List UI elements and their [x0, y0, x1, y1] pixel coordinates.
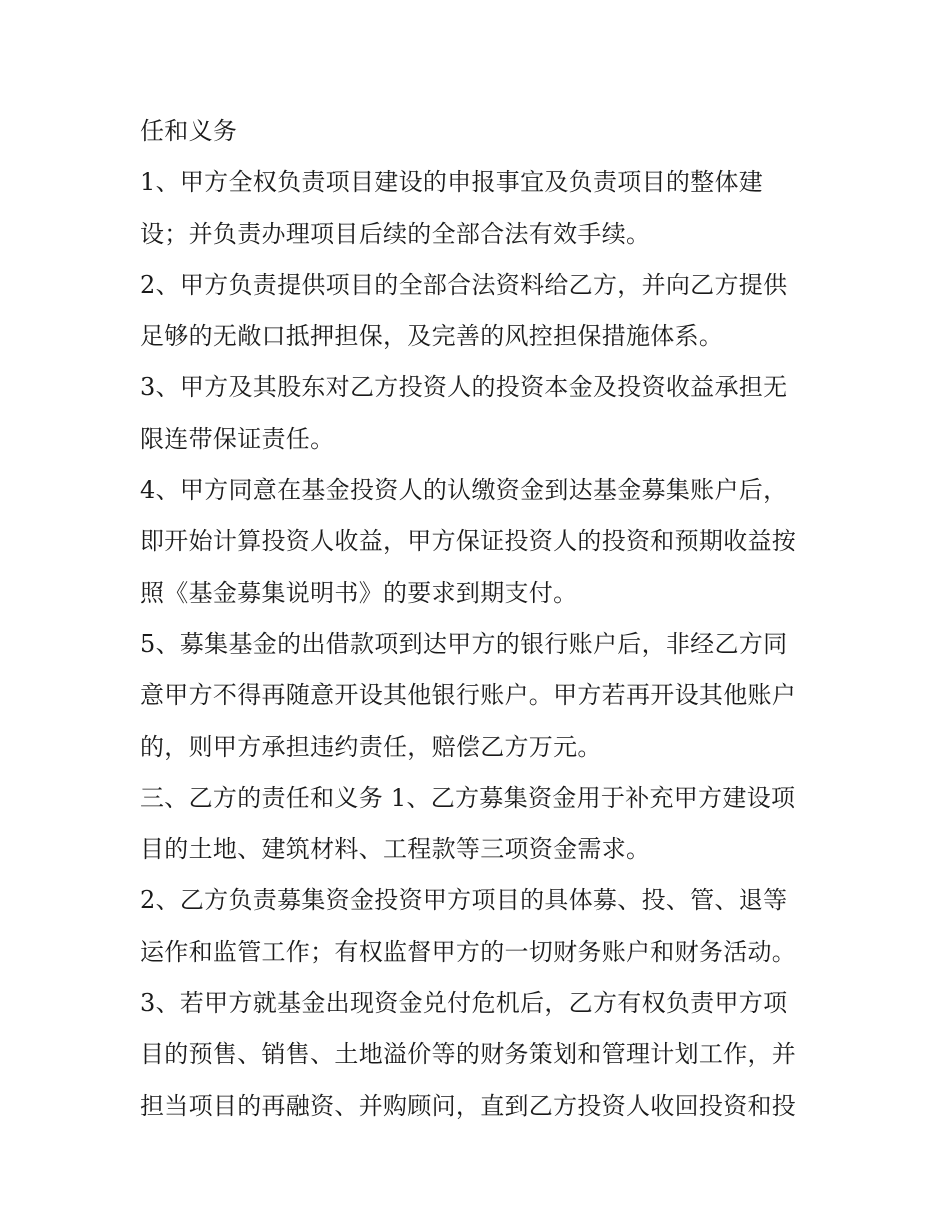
- text-line: 5、募集基金的出借款项到达甲方的银行账户后，非经乙方同: [140, 629, 788, 658]
- text-line: 4、甲方同意在基金投资人的认缴资金到达基金募集账户后，: [140, 476, 788, 505]
- text-line: 目的预售、销售、土地溢价等的财务策划和管理计划工作，并: [140, 1040, 797, 1069]
- text-line: 设；并负责办理项目后续的全部合法有效手续。: [140, 219, 651, 248]
- text-line: 限连带保证责任。: [140, 424, 335, 453]
- text-line: 3、甲方及其股东对乙方投资人的投资本金及投资收益承担无: [140, 373, 788, 402]
- text-line: 即开始计算投资人收益，甲方保证投资人的投资和预期收益按: [140, 527, 797, 556]
- text-line: 3、若甲方就基金出现资金兑付危机后，乙方有权负责甲方项: [140, 989, 788, 1018]
- text-line: 2、乙方负责募集资金投资甲方项目的具体募、投、管、退等: [140, 886, 788, 915]
- text-line: 照《基金募集说明书》的要求到期支付。: [140, 578, 578, 607]
- text-line: 担当项目的再融资、并购顾问，直到乙方投资人收回投资和投: [140, 1091, 797, 1120]
- text-line: 任和义务: [140, 117, 238, 145]
- text-line: 1、甲方全权负责项目建设的申报事宜及负责项目的整体建: [140, 168, 764, 197]
- text-line: 意甲方不得再随意开设其他银行账户。甲方若再开设其他账户: [140, 681, 797, 710]
- text-line: 三、乙方的责任和义务 1、乙方募集资金用于补充甲方建设项: [140, 783, 796, 812]
- text-line: 2、甲方负责提供项目的全部合法资料给乙方，并向乙方提供: [140, 270, 788, 299]
- text-line: 的，则甲方承担违约责任，赔偿乙方万元。: [140, 732, 602, 761]
- text-line: 运作和监管工作；有权监督甲方的一切财务账户和财务活动。: [140, 937, 797, 966]
- text-line: 目的土地、建筑材料、工程款等三项资金需求。: [140, 835, 651, 864]
- text-line: 足够的无敞口抵押担保，及完善的风控担保措施体系。: [140, 322, 724, 351]
- document-body: [140, 106, 830, 1132]
